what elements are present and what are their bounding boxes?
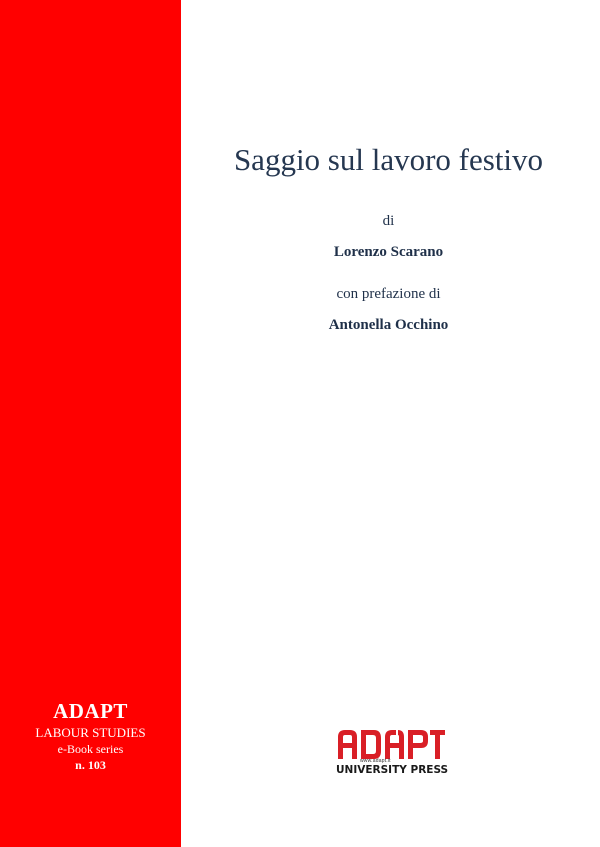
book-title: Saggio sul lavoro festivo bbox=[233, 142, 544, 177]
publisher-logo bbox=[336, 727, 449, 779]
by-label: di bbox=[382, 213, 395, 229]
preface-author: Antonella Occhino bbox=[328, 317, 449, 333]
cover-content bbox=[181, 0, 600, 847]
series-block bbox=[0, 698, 181, 774]
series-line: LABOUR STUDIES bbox=[35, 725, 146, 740]
author-name: Lorenzo Scarano bbox=[333, 244, 444, 260]
logo-press-text: UNIVERSITY PRESS bbox=[336, 764, 449, 776]
series-sub: e-Book series bbox=[57, 742, 124, 756]
series-number: n. 103 bbox=[75, 758, 106, 772]
series-name: ADAPT bbox=[53, 699, 128, 723]
preface-label: con prefazione di bbox=[336, 286, 441, 302]
logo-url: www.adapt.it bbox=[360, 758, 391, 764]
adapt-logo-wordmark bbox=[336, 727, 446, 761]
